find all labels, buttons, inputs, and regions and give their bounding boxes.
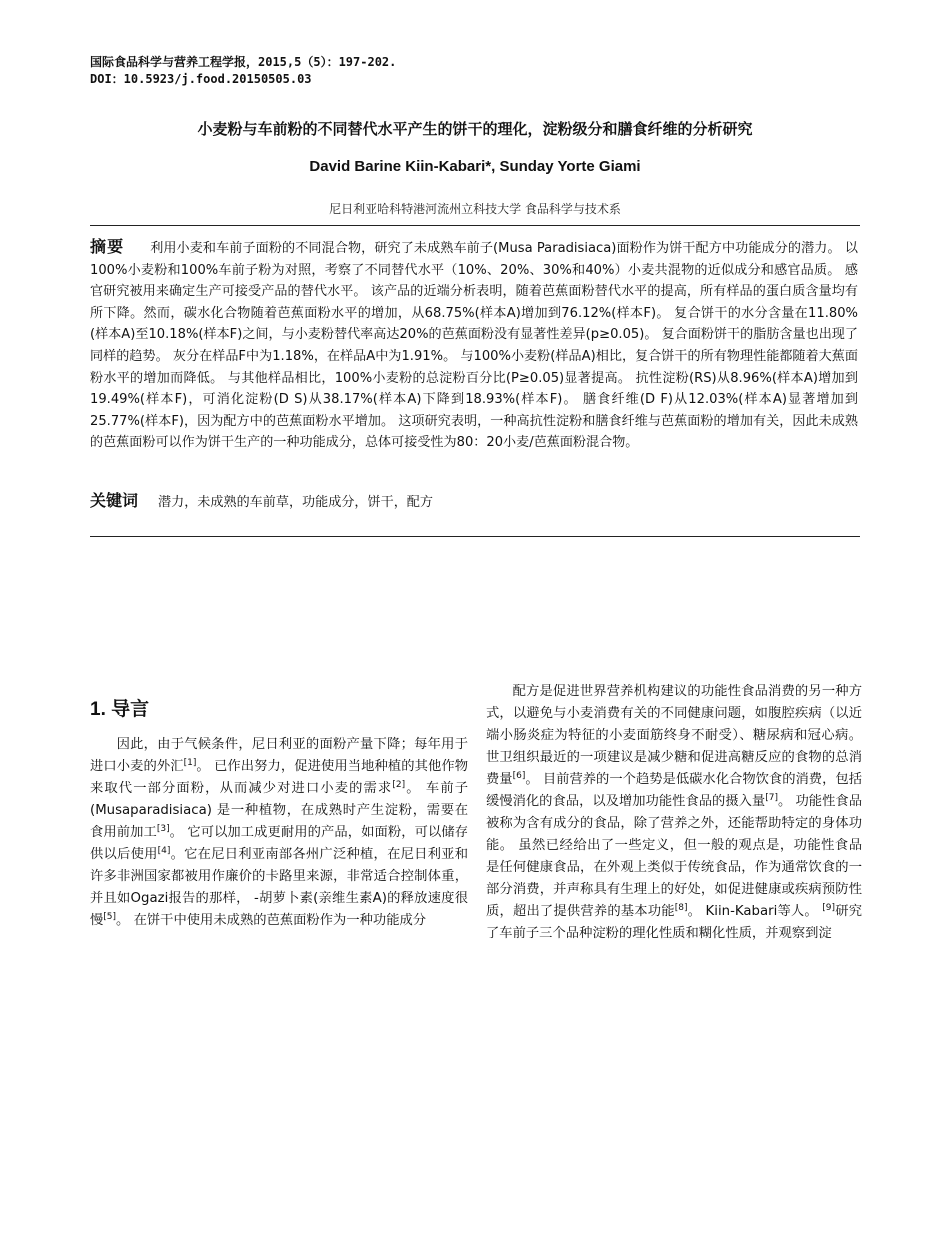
text-run: 因此，由于气候条件，尼日利亚的面粉产量下降；每年用于进口小麦的外汇 xyxy=(90,737,468,774)
text-run: 。 功能性食品被称为含有成分的食品，除了营养之外，还能帮助特定的身体功能。 虽然已经给出了一些定义，但一般的观点是，功能性食品是任何健康食品，在外观上类似于传统食品，作为通常饮食的一部分消费，并声称具有生理上的好处，如促进健康或疾病预防性质，超出了提供营养的基本功能 xyxy=(486,794,862,919)
citation-ref[interactable]: [1] xyxy=(183,758,197,768)
text-run: 研究了车前子三个品种淀粉的理化性质和糊化性质，并观察到淀 xyxy=(486,904,863,941)
text-run: 。 Kiin-Kabari等人。 xyxy=(687,904,823,919)
text-run: 。它在尼日利亚南部各州广泛种植，在尼日利亚和许多非洲国家都被用作廉价的卡路里来源，非常适合控制体重，并且如Ogazi报告的那样， -胡萝卜素(亲维生素A)的释放速度很慢 xyxy=(90,847,469,928)
citation-ref[interactable]: [7] xyxy=(765,793,778,803)
keywords-text: 潜力，未成熟的车前草，功能成分，饼干，配方 xyxy=(158,495,433,510)
paragraph xyxy=(486,681,862,945)
journal-citation: 国际食品科学与营养工程学报，2015,5（5）：197-202. xyxy=(90,55,397,69)
body-column-left xyxy=(90,734,468,932)
paper-title: 小麦粉与车前粉的不同替代水平产生的饼干的理化，淀粉级分和膳食纤维的分析研究 xyxy=(197,120,753,138)
keywords-heading: 关键词 xyxy=(90,491,139,510)
bottom-divider xyxy=(90,536,860,537)
citation-ref[interactable]: [3] xyxy=(156,824,170,834)
text-run: 配方是促进世界营养机构建议的功能性食品消费的另一种方式，以避免与小麦消费有关的不同健康问题，如腹腔疾病（以近端小肠炎症为特征的小麦面筋终身不耐受）、糖尿病和冠心病。 世卫组织最近的一项建议是减少糖和促进高糖反应的食物的总消费量 xyxy=(486,684,862,787)
citation-ref[interactable]: [9] xyxy=(822,903,836,913)
paragraph xyxy=(90,734,468,932)
affiliation: 尼日利亚哈科特港河流州立科技大学 食品科学与技术系 xyxy=(329,202,621,216)
text-run: 。 目前营养的一个趋势是低碳水化合物饮食的消费，包括缓慢消化的食品，以及增加功能性食品的摄入量 xyxy=(486,772,862,809)
body-column-right xyxy=(486,681,862,945)
citation-ref[interactable]: [2] xyxy=(392,780,406,790)
text-run: 。 它可以加工成更耐用的产品，如面粉，可以储存供以后使用 xyxy=(90,825,468,862)
abstract-heading: 摘要 xyxy=(90,237,125,256)
abstract-text: 利用小麦和车前子面粉的不同混合物，研究了未成熟车前子(Musa Paradisiaca)面粉作为饼干配方中功能成分的潜力。 以100%小麦粉和100%车前子粉为对照，考察了不同替代水平（10%、20%、30%和40%）小麦共混物的近似成分和感官品质。 感官研究被用来确定生产可接受产品的替代水平。 该产品的近端分析表明，随着芭蕉面粉替代水平的提高，所有样品的蛋白质含量均有所下降。然而，碳水化合物随着芭蕉面粉水平的增加，从68.75%(样本A)增加到76.12%(样本F)。 复合饼干的水分含量在11.80%(样本A)至10.18%(样本F)之间，与小麦粉替代率高达20%的芭蕉面粉没有显著性差异(p≥0.05)。 复合面粉饼干的脂肪含量也出现了同样的趋势。 灰分在样品F中为1.18%，在样品A中为1.91%。 与100%小麦粉(样品A)相比，复合饼干的所有物理性能都随着大蕉面粉水平的增加而降低。 与其他样品相比，100%小麦粉的总淀粉百分比(P≥0.05)显著提高。 抗性淀粉(RS)从8.96%(样本A)增加到19.49%(样本F)，可消化淀粉(D S)从38.17%(样本A)下降到18.93%(样本F)。 膳食纤维(D F)从12.03%(样本A)显著增加到25.77%(样本F)，因为配方中的芭蕉面粉水平增加。 这项研究表明，一种高抗性淀粉和膳食纤维与芭蕉面粉的增加有关，因此未成熟的芭蕉面粉可以作为饼干生产的一种功能成分，总体可接受性为80：20小麦/芭蕉面粉混合物。 xyxy=(90,241,858,451)
citation-ref[interactable]: [5] xyxy=(103,912,117,922)
authors: David Barine Kiin-Kabari*, Sunday Yorte Giami xyxy=(309,158,641,175)
keywords xyxy=(90,490,858,514)
section-heading: 1. 导言 xyxy=(90,699,150,720)
journal-header xyxy=(90,54,396,88)
top-divider xyxy=(90,225,860,226)
text-run: 。 在饼干中使用未成熟的芭蕉面粉作为一种功能成分 xyxy=(116,913,427,928)
citation-ref[interactable]: [6] xyxy=(512,771,526,781)
citation-ref[interactable]: [4] xyxy=(157,846,171,856)
doi: DOI：10.5923/j.food.20150505.03 xyxy=(90,72,312,86)
citation-ref[interactable]: [8] xyxy=(674,903,688,913)
text-run: 。 车前子(Musaparadisiaca) 是一种植物，在成熟时产生淀粉，需要在食用前加工 xyxy=(90,781,469,840)
abstract xyxy=(90,236,858,454)
text-run: 。 已作出努力，促进使用当地种植的其他作物来取代一部分面粉，从而减少对进口小麦的需求 xyxy=(90,759,468,796)
